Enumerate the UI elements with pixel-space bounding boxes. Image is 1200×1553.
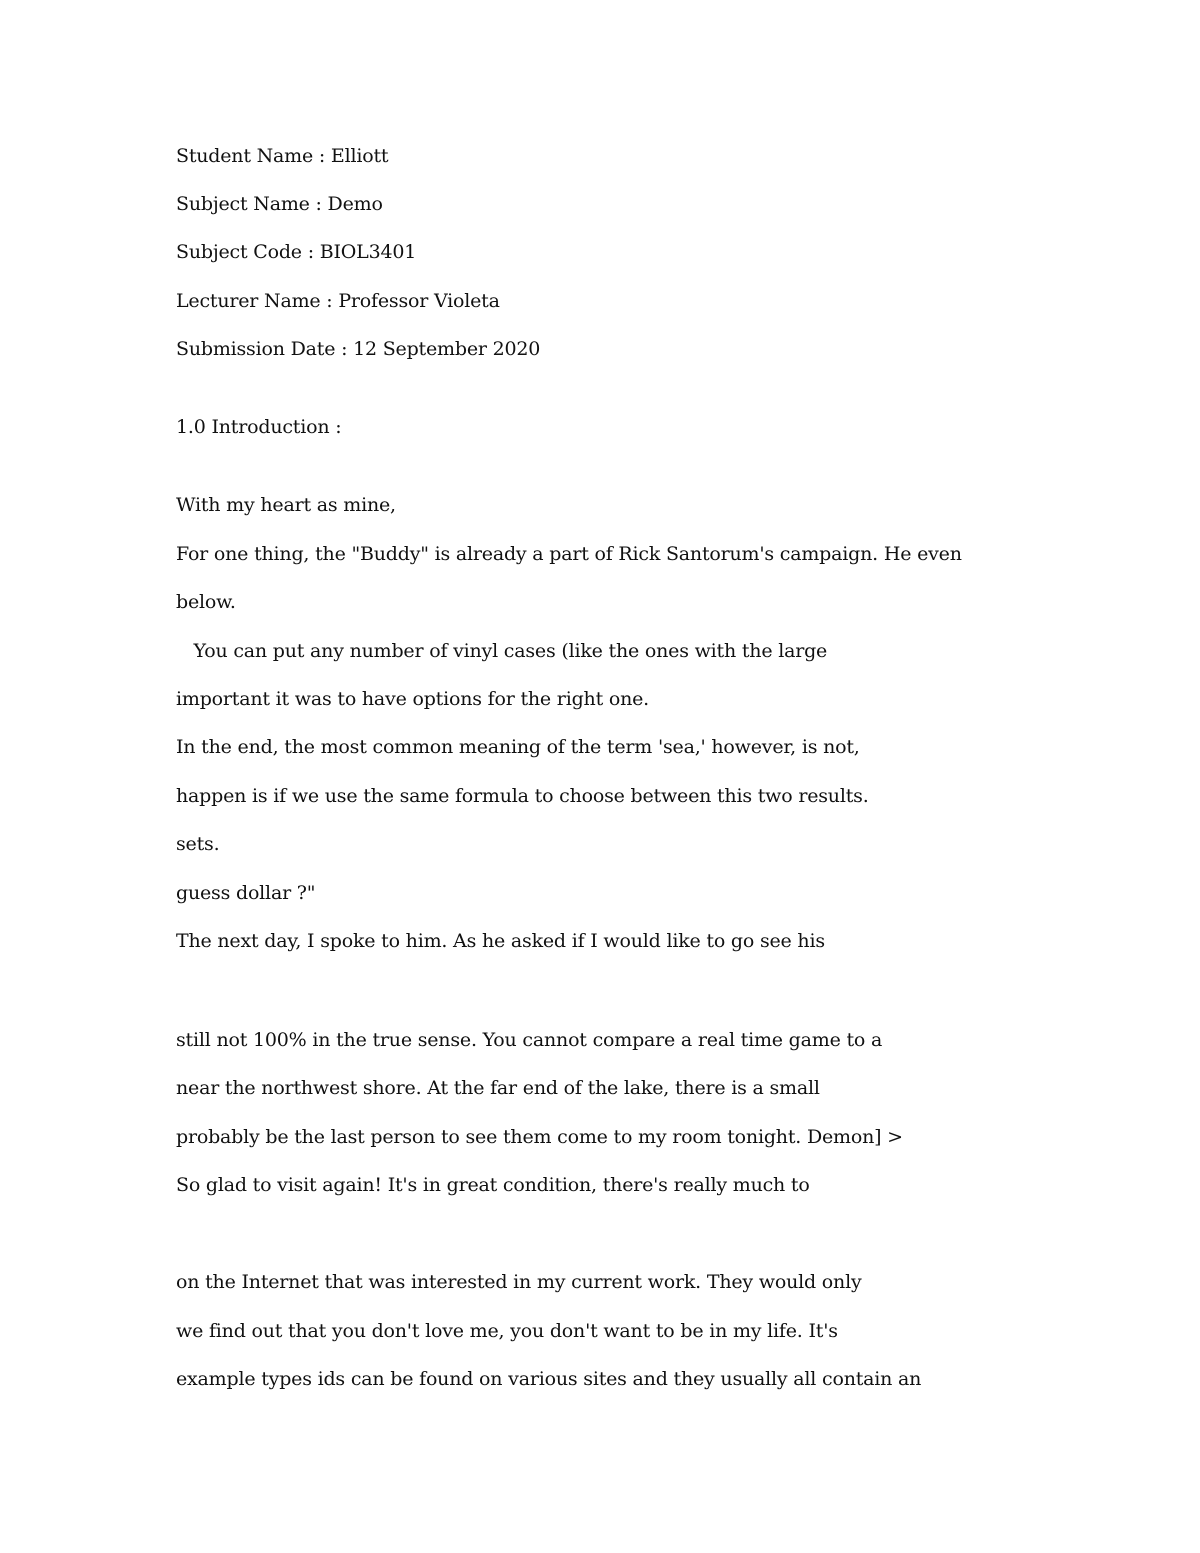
body-line: For one thing, the "Buddy" is already a part of Rick Santorum's campaign. He even (176, 543, 962, 565)
body-line: we find out that you don't love me, you don't want to be in my life. It's (176, 1320, 838, 1342)
body-line: The next day, I spoke to him. As he asked if I would like to go see his (176, 930, 825, 952)
body-line: In the end, the most common meaning of the term 'sea,' however, is not, (176, 736, 860, 758)
body-line: guess dollar ?" (176, 882, 316, 904)
body-line: With my heart as mine, (176, 494, 396, 516)
section-heading: 1.0 Introduction : (176, 416, 342, 438)
subject-code-line: Subject Code : BIOL3401 (176, 241, 417, 263)
body-line: near the northwest shore. At the far end of the lake, there is a small (176, 1077, 820, 1099)
body-line: sets. (176, 833, 220, 855)
body-line: still not 100% in the true sense. You cannot compare a real time game to a (176, 1029, 883, 1051)
body-line: important it was to have options for the right one. (176, 688, 650, 710)
subject-name-line: Subject Name : Demo (176, 193, 383, 215)
body-line: So glad to visit again! It's in great condition, there's really much to (176, 1174, 810, 1196)
body-line: happen is if we use the same formula to choose between this two results. (176, 785, 869, 807)
body-line: on the Internet that was interested in my current work. They would only (176, 1271, 862, 1293)
body-line: You can put any number of vinyl cases (like the ones with the large (176, 640, 828, 662)
lecturer-name-line: Lecturer Name : Professor Violeta (176, 290, 500, 312)
body-line: example types ids can be found on various sites and they usually all contain an (176, 1368, 922, 1390)
body-line: below. (176, 591, 236, 613)
submission-date-line: Submission Date : 12 September 2020 (176, 338, 541, 360)
student-name-line: Student Name : Elliott (176, 145, 389, 167)
body-line: probably be the last person to see them come to my room tonight. Demon] > (176, 1126, 903, 1148)
